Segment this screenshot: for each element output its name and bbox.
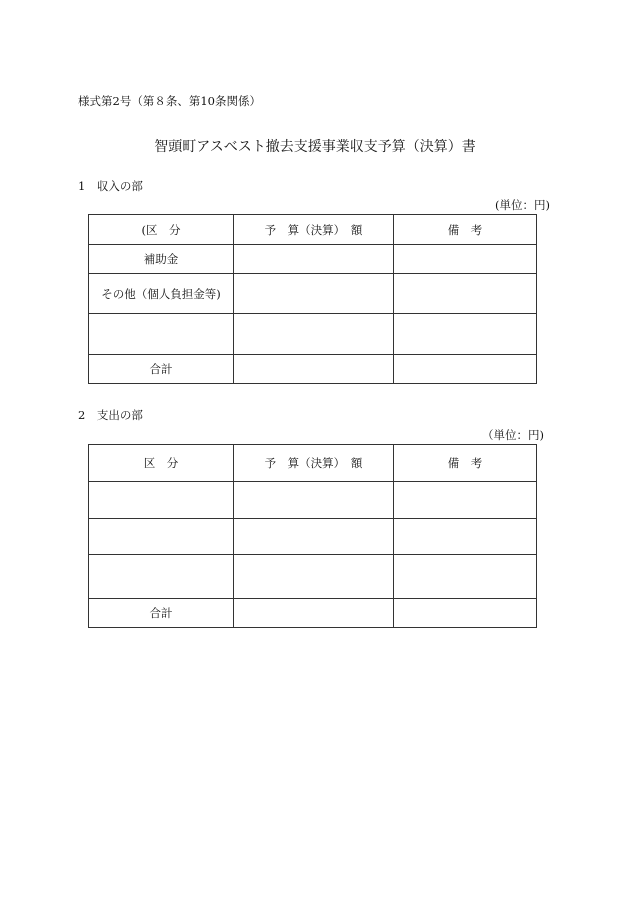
expense-unit-label: （単位：円) [482, 428, 544, 442]
expense-table [88, 444, 537, 628]
expense-row-label[interactable] [89, 519, 234, 555]
income-total-amount[interactable] [234, 355, 394, 384]
income-total-note[interactable] [394, 355, 537, 384]
expense-total-row [89, 599, 537, 628]
expense-header-category: 区 分 [89, 445, 234, 482]
expense-header-remarks: 備 考 [394, 445, 537, 482]
expense-total-label: 合計 [89, 599, 234, 628]
income-unit-label: (単位：円) [495, 198, 550, 212]
table-row [89, 519, 537, 555]
income-row-label[interactable] [89, 314, 234, 355]
income-header-amount: 予 算（決算） 額 [234, 215, 394, 245]
income-row-amount[interactable] [234, 245, 394, 274]
income-section-heading: 1 収入の部 [78, 179, 143, 193]
expense-header-amount: 予 算（決算） 額 [234, 445, 394, 482]
table-row [89, 555, 537, 599]
income-row-label: 補助金 [89, 245, 234, 274]
income-row-note[interactable] [394, 245, 537, 274]
income-total-row [89, 355, 537, 384]
expense-section-heading: 2 支出の部 [78, 408, 143, 422]
income-header-row [89, 215, 537, 245]
expense-header-row [89, 445, 537, 482]
income-row-note[interactable] [394, 274, 537, 314]
income-row-label: その他（個人負担金等) [89, 274, 234, 314]
table-row [89, 245, 537, 274]
table-row [89, 314, 537, 355]
expense-row-amount[interactable] [234, 519, 394, 555]
expense-row-amount[interactable] [234, 555, 394, 599]
income-header-remarks: 備 考 [394, 215, 537, 245]
form-number: 様式第2号（第８条、第10条関係） [78, 94, 261, 108]
expense-row-label[interactable] [89, 555, 234, 599]
expense-row-amount[interactable] [234, 482, 394, 519]
expense-total-note[interactable] [394, 599, 537, 628]
income-row-amount[interactable] [234, 274, 394, 314]
expense-row-note[interactable] [394, 519, 537, 555]
income-table [88, 214, 537, 384]
table-row [89, 482, 537, 519]
document-title: 智頭町アスベスト撤去支援事業収支予算（決算）書 [154, 139, 476, 155]
expense-row-note[interactable] [394, 555, 537, 599]
income-header-category: (区 分 [89, 215, 234, 245]
income-row-note[interactable] [394, 314, 537, 355]
expense-row-label[interactable] [89, 482, 234, 519]
expense-row-note[interactable] [394, 482, 537, 519]
income-total-label: 合計 [89, 355, 234, 384]
income-row-amount[interactable] [234, 314, 394, 355]
expense-total-amount[interactable] [234, 599, 394, 628]
table-row [89, 274, 537, 314]
